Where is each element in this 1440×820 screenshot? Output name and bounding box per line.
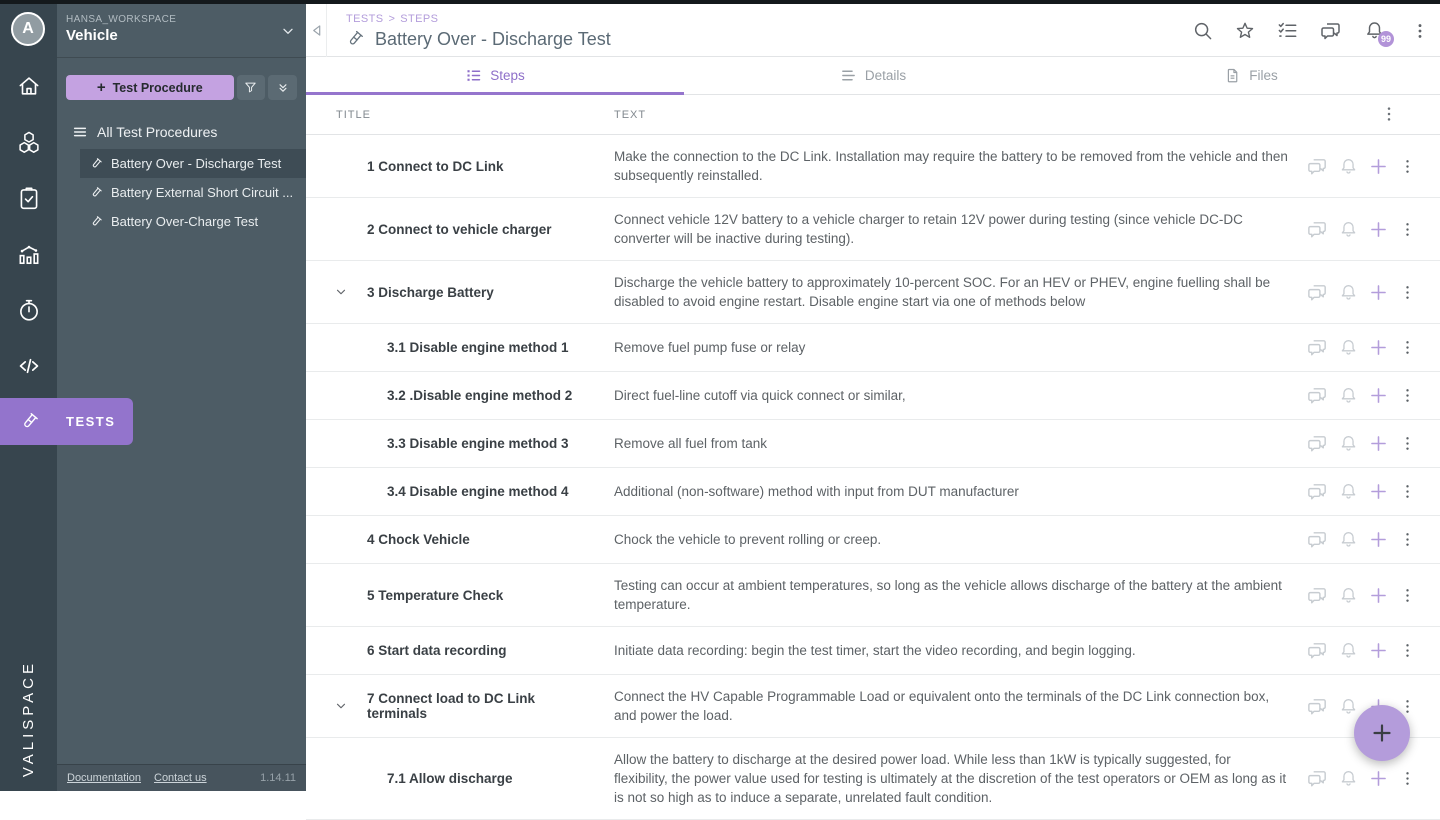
comment-icon[interactable] bbox=[1306, 695, 1329, 718]
step-text[interactable]: Direct fuel-line cutoff via quick connect or similar, bbox=[614, 388, 906, 403]
documentation-link[interactable]: Documentation bbox=[67, 772, 141, 784]
bell-icon[interactable] bbox=[1338, 219, 1359, 240]
row-menu-icon[interactable] bbox=[1398, 338, 1417, 357]
add-substep-icon[interactable] bbox=[1368, 585, 1389, 606]
checklist-icon[interactable] bbox=[1276, 19, 1299, 42]
comment-icon[interactable] bbox=[1306, 639, 1329, 662]
step-actions bbox=[1306, 639, 1440, 662]
test-tube-icon bbox=[344, 29, 365, 50]
step-title[interactable]: 7 Connect load to DC Link terminals bbox=[367, 691, 536, 721]
comment-icon[interactable] bbox=[1306, 384, 1329, 407]
step-title[interactable]: 3 Discharge Battery bbox=[367, 284, 494, 300]
bell-icon[interactable] bbox=[1338, 481, 1359, 502]
add-substep-icon[interactable] bbox=[1368, 640, 1389, 661]
add-substep-icon[interactable] bbox=[1368, 433, 1389, 454]
bell-icon[interactable] bbox=[1338, 529, 1359, 550]
row-menu-icon[interactable] bbox=[1398, 482, 1417, 501]
sidebar-item-test-procedure[interactable] bbox=[80, 149, 306, 178]
row-menu-icon[interactable] bbox=[1398, 434, 1417, 453]
test-tube-icon bbox=[89, 215, 103, 229]
step-title[interactable]: 2 Connect to vehicle charger bbox=[367, 221, 552, 237]
step-row bbox=[306, 468, 1440, 516]
row-menu-icon[interactable] bbox=[1398, 769, 1417, 788]
collapse-all-button[interactable] bbox=[268, 75, 297, 100]
table-header bbox=[306, 95, 1440, 135]
tab-details[interactable]: Details bbox=[684, 57, 1062, 94]
step-row bbox=[306, 135, 1440, 198]
add-substep-icon[interactable] bbox=[1368, 768, 1389, 789]
search-icon[interactable] bbox=[1192, 20, 1214, 42]
step-title[interactable]: 5 Temperature Check bbox=[367, 587, 504, 603]
test-tube-icon bbox=[18, 411, 40, 433]
bell-icon[interactable] bbox=[1338, 768, 1359, 789]
bell-icon[interactable] bbox=[1338, 433, 1359, 454]
step-text[interactable]: Initiate data recording: begin the test timer, start the video recording, and begin logging. bbox=[614, 643, 1136, 658]
main-content bbox=[306, 4, 1440, 805]
step-text[interactable]: Chock the vehicle to prevent rolling or creep. bbox=[614, 532, 882, 547]
step-text[interactable]: Additional (non-software) method with input from DUT manufacturer bbox=[614, 484, 1019, 499]
contact-us-link[interactable]: Contact us bbox=[154, 772, 207, 784]
step-text[interactable]: Connect vehicle 12V battery to a vehicle charger to retain 12V power during testing (since vehicle DC-DC converter will be inactive during testing). bbox=[614, 212, 1243, 246]
valispace-logo: VALISPACE bbox=[20, 659, 37, 777]
add-substep-icon[interactable] bbox=[1368, 385, 1389, 406]
code-icon[interactable] bbox=[0, 338, 57, 394]
step-actions bbox=[1306, 480, 1440, 503]
step-title[interactable]: 7.1 Allow discharge bbox=[387, 771, 513, 786]
test-procedure-list bbox=[80, 149, 306, 236]
step-row bbox=[306, 675, 1440, 738]
bell-icon[interactable] bbox=[1338, 385, 1359, 406]
comment-icon[interactable] bbox=[1306, 336, 1329, 359]
content-header bbox=[306, 4, 1440, 57]
workspace-name: Vehicle bbox=[66, 27, 118, 44]
chevron-down-icon[interactable] bbox=[334, 285, 348, 299]
breadcrumb-separator: > bbox=[388, 13, 396, 25]
step-title[interactable]: 4 Chock Vehicle bbox=[367, 532, 470, 547]
step-row bbox=[306, 372, 1440, 420]
step-actions bbox=[1306, 155, 1440, 178]
table-menu-icon[interactable] bbox=[1379, 104, 1399, 124]
step-row bbox=[306, 627, 1440, 675]
tab-steps[interactable]: Steps bbox=[306, 57, 684, 94]
step-row bbox=[306, 516, 1440, 564]
notification-badge: 99 bbox=[1378, 31, 1394, 47]
step-text[interactable]: Remove all fuel from tank bbox=[614, 436, 768, 451]
step-title[interactable]: 6 Start data recording bbox=[367, 643, 507, 658]
workspace-label: HANSA_WORKSPACE bbox=[66, 14, 177, 25]
top-accent-bar bbox=[0, 0, 1440, 4]
step-row bbox=[306, 420, 1440, 468]
bell-icon[interactable] bbox=[1338, 282, 1359, 303]
column-header-text[interactable]: TEXT bbox=[614, 109, 647, 121]
step-text[interactable]: Testing can occur at ambient temperatures, so long as the vehicle allows discharge of the battery at the ambient temperature. bbox=[614, 578, 1282, 612]
nav-rail bbox=[0, 0, 57, 791]
sidebar-item-label: Battery External Short Circuit ... bbox=[111, 185, 294, 200]
chevron-down-icon[interactable] bbox=[334, 699, 348, 713]
row-menu-icon[interactable] bbox=[1398, 386, 1417, 405]
filter-button[interactable] bbox=[237, 75, 266, 100]
comment-icon[interactable] bbox=[1306, 281, 1329, 304]
test-tube-icon bbox=[89, 186, 103, 200]
page-title: Battery Over - Discharge Test bbox=[375, 29, 611, 49]
step-text[interactable]: Discharge the vehicle battery to approximately 10-percent SOC. For an HEV or PHEV, engine fuelling shall be disabled to avoid engine restart. Disable engine start via one of methods below bbox=[614, 275, 1271, 309]
step-title[interactable]: 3.1 Disable engine method 1 bbox=[387, 340, 569, 355]
breadcrumb-steps[interactable]: STEPS bbox=[400, 13, 439, 25]
bell-icon[interactable] bbox=[1338, 696, 1359, 717]
add-step-fab[interactable] bbox=[1354, 705, 1410, 761]
comment-icon[interactable] bbox=[1306, 767, 1329, 790]
row-menu-icon[interactable] bbox=[1398, 641, 1417, 660]
step-title[interactable]: 3.3 Disable engine method 3 bbox=[387, 436, 569, 451]
comment-icon[interactable] bbox=[1306, 480, 1329, 503]
bell-icon[interactable] bbox=[1338, 640, 1359, 661]
comment-icon[interactable] bbox=[1306, 584, 1329, 607]
step-row bbox=[306, 324, 1440, 372]
step-actions bbox=[1306, 218, 1440, 241]
step-actions bbox=[1306, 767, 1440, 790]
tab-bar bbox=[306, 57, 1440, 95]
step-actions bbox=[1306, 384, 1440, 407]
row-menu-icon[interactable] bbox=[1398, 283, 1417, 302]
comment-icon[interactable] bbox=[1306, 218, 1329, 241]
sidebar-item-label: Battery Over-Charge Test bbox=[111, 214, 259, 229]
sidebar-item-test-procedure[interactable] bbox=[80, 207, 306, 236]
comment-icon[interactable] bbox=[1306, 432, 1329, 455]
comment-icon[interactable] bbox=[1306, 155, 1329, 178]
row-menu-icon[interactable] bbox=[1398, 157, 1417, 176]
version-number: 1.14.11 bbox=[260, 772, 296, 784]
avatar[interactable]: A bbox=[11, 12, 45, 46]
step-row bbox=[306, 198, 1440, 261]
step-text[interactable]: Allow the battery to discharge at the desired power load. While less than 1kW is typically suggested, for flexibility, the power value used for testing is ultimately at the discretion of the test operators or OEM as long as it is not so high as to induce a separate, unrelated fault condition. bbox=[614, 752, 1287, 805]
breadcrumb bbox=[346, 13, 438, 25]
tests-label: TESTS bbox=[66, 414, 116, 429]
row-menu-icon[interactable] bbox=[1398, 586, 1417, 605]
bell-icon[interactable] bbox=[1338, 585, 1359, 606]
chat-icon[interactable] bbox=[1319, 19, 1343, 43]
star-icon[interactable] bbox=[1234, 20, 1256, 42]
file-icon bbox=[1224, 67, 1241, 84]
step-row bbox=[306, 261, 1440, 324]
column-header-title[interactable]: TITLE bbox=[336, 109, 371, 121]
bell-icon[interactable] bbox=[1338, 156, 1359, 177]
row-menu-icon[interactable] bbox=[1398, 530, 1417, 549]
add-substep-icon[interactable] bbox=[1368, 282, 1389, 303]
step-actions bbox=[1306, 528, 1440, 551]
tab-files[interactable]: Files bbox=[1062, 57, 1440, 94]
step-text[interactable]: Remove fuel pump fuse or relay bbox=[614, 340, 806, 355]
plus-icon: + bbox=[96, 79, 106, 96]
home-icon[interactable] bbox=[0, 58, 57, 114]
step-actions bbox=[1306, 281, 1440, 304]
analytics-icon[interactable] bbox=[0, 226, 57, 282]
add-substep-icon[interactable] bbox=[1368, 156, 1389, 177]
step-actions bbox=[1306, 432, 1440, 455]
sidebar-item-tests-active[interactable] bbox=[0, 398, 133, 445]
step-text[interactable]: Connect the HV Capable Programmable Load or equivalent onto the terminals of the DC Link connection box, and power the load. bbox=[614, 689, 1270, 723]
kebab-menu-icon[interactable] bbox=[1410, 21, 1430, 41]
test-tube-icon bbox=[89, 157, 103, 171]
bell-icon[interactable] bbox=[1338, 337, 1359, 358]
step-text[interactable]: Make the connection to the DC Link. Installation may require the battery to be removed from the vehicle and then subsequently reinstalled. bbox=[614, 149, 1288, 183]
step-title[interactable]: 3.2 .Disable engine method 2 bbox=[387, 388, 573, 403]
tasks-icon[interactable] bbox=[0, 170, 57, 226]
step-actions bbox=[1306, 336, 1440, 359]
row-menu-icon[interactable] bbox=[1398, 220, 1417, 239]
sidebar-footer bbox=[57, 764, 306, 791]
modules-icon[interactable] bbox=[0, 114, 57, 170]
sidebar-item-test-procedure[interactable] bbox=[80, 178, 306, 207]
sidebar-item-all-test-procedures[interactable]: All Test Procedures bbox=[72, 124, 306, 140]
hamburger-icon bbox=[72, 124, 88, 140]
step-title[interactable]: 1 Connect to DC Link bbox=[367, 158, 504, 174]
step-actions bbox=[1306, 584, 1440, 607]
steps-table bbox=[306, 135, 1440, 820]
breadcrumb-tests[interactable]: TESTS bbox=[346, 13, 384, 25]
comment-icon[interactable] bbox=[1306, 528, 1329, 551]
add-substep-icon[interactable] bbox=[1368, 481, 1389, 502]
collapse-sidebar-button[interactable] bbox=[306, 4, 327, 57]
step-row bbox=[306, 738, 1440, 820]
step-title[interactable]: 3.4 Disable engine method 4 bbox=[387, 484, 569, 499]
details-lines-icon bbox=[840, 67, 857, 84]
add-substep-icon[interactable] bbox=[1368, 337, 1389, 358]
bell-icon[interactable] bbox=[1363, 19, 1391, 44]
add-substep-icon[interactable] bbox=[1368, 219, 1389, 240]
chevron-down-icon[interactable] bbox=[280, 23, 296, 39]
add-substep-icon[interactable] bbox=[1368, 529, 1389, 550]
sidebar-item-label: Battery Over - Discharge Test bbox=[111, 156, 282, 171]
add-test-procedure-button[interactable]: + Test Procedure bbox=[66, 75, 234, 100]
timer-icon[interactable] bbox=[0, 282, 57, 338]
steps-list-icon bbox=[465, 67, 482, 84]
step-row bbox=[306, 564, 1440, 627]
